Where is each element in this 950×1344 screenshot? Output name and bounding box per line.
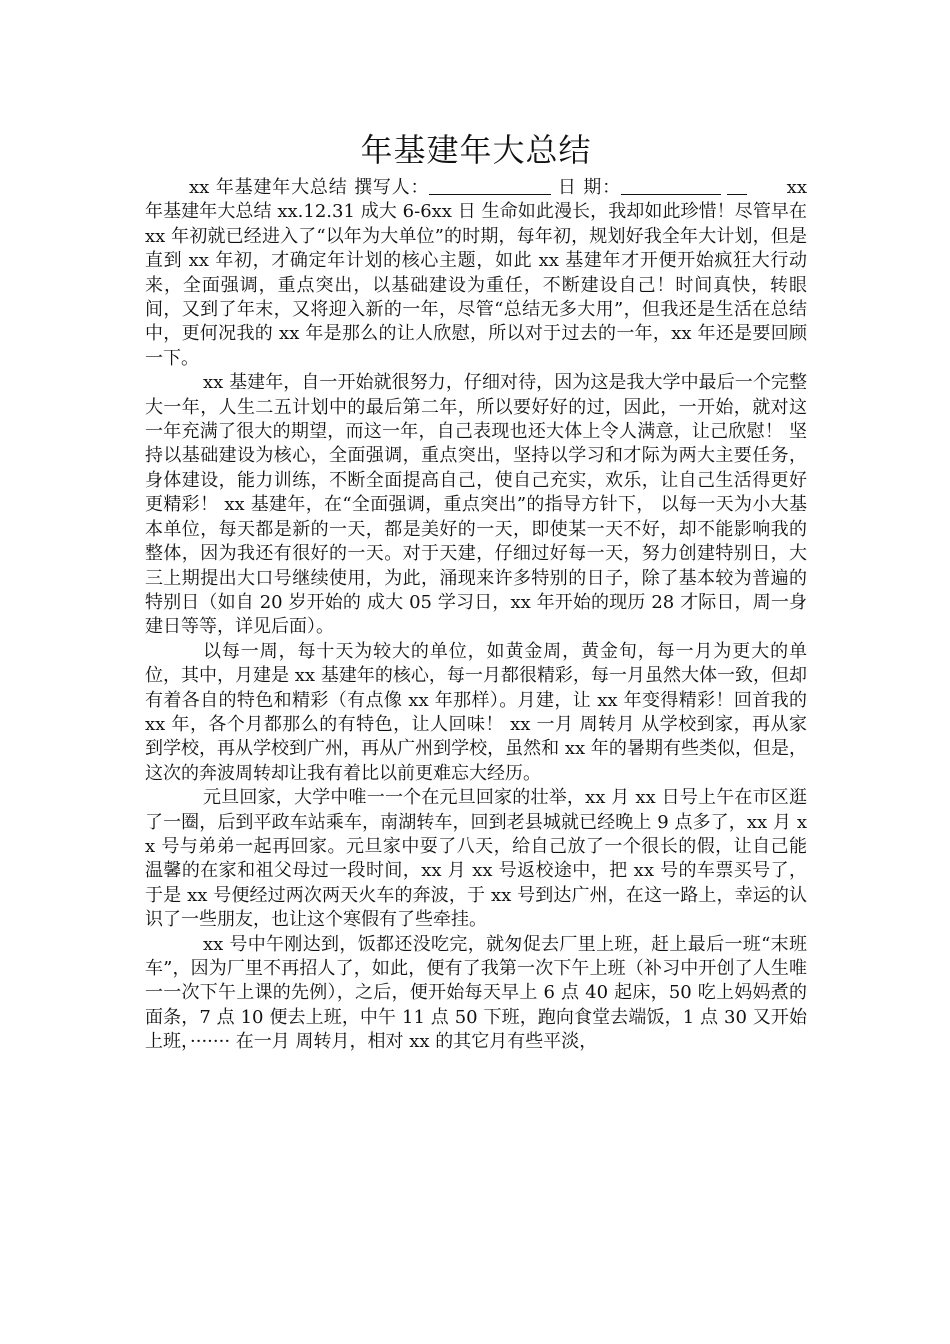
paragraph-2: xx 基建年，自一开始就很努力，仔细对待，因为这是我大学中最后一个完整大一年，人生二五计划中的最后第二年，所以要好好的过，因此，一开始，就对这一年充满了很大的期望，而这一年，自己表现也还大体上令人满意，让己欣慰！ 坚持以基础建设为核心，全面强调，重点突出，坚持以学习和才际为两大主要任务，身体建设，能力训练，不断全面提高自己，使自己充实，欢乐，让自己生活得更好更精彩！ xx 基建年，在“全面强调，重点突出”的指导方针下， 以每一天为小大基本单位，每天都是新的一天，都是美好的一天，即使某一天不好，却不能影响我的整体，因为我还有很好的一天。对于天建，仔细过好每一天，努力创建特别日，大三上期提出大口号继续使用，为此，涌现来许多特别的日子，除了基本较为普遍的特别日（如自 20 岁开始的 成大 05 学习日，xx 年开始的现历 28 才际日，周一身建日等等，详见后面）。 (145, 372, 807, 638)
paragraph-3: 以每一周，每十天为较大的单位，如黄金周，黄金旬，每一月为更大的单位，其中，月建是 xx 基建年的核心，每一月都很精彩，每一月虽然大体一致，但却有着各自的特色和精彩（有点像 xx 年那样）。月建，让 xx 年变得精彩！回首我的 xx 年，各个月都那么的有特色，让人回味！ xx 一月 周转月 从学校到家，再从家到学校，再从学校到广州，再从广州到学校，虽然和 xx 年的暑期有些类似，但是，这次的奔波周转却让我有着比以前更难忘大经历。 (145, 640, 807, 784)
meta-prefix: xx 年基建年大总结 撰写人： (189, 177, 430, 198)
date-blank-continued (727, 176, 747, 195)
paragraph-1: xx 年基建年大总结 xx.12.31 成大 6-6xx 日 生命如此漫长，我却如此珍惜！尽管早在 xx 年初就已经进入了“以年为大单位”的时期，每年初，规划好我全年大计划，但是直到 xx 年初，才确定年计划的核心主题，如此 xx 基建年才开便开始疯狂大行动来，全面强调，重点突出，以基础建设为重任，不断建设自己！时间真快，转眼间，又到了年末，又将迎入新的一年，尽管“总结无多大用”，但我还是生活在总结中，更何况我的 xx 年是那么的让人欣慰，所以对于过去的一年，xx 年还是要回顾一下。 (145, 177, 807, 369)
paragraph-4: 元旦回家，大学中唯一一个在元旦回家的壮举，xx 月 xx 日号上午在市区逛了一圈，后到平政车站乘车，南湖转车，回到老县城就已经晚上 9 点多了，xx 月 xx 号与弟弟一起再回家。元旦家中耍了八天，给自己放了一个很长的假，让自己能温馨的在家和祖父母过一段时间，xx 月 xx 号返校途中，把 xx 号的车票买号了，于是 xx 号便经过两次两天火车的奔波，于 xx 号到达广州，在这一路上，幸运的认识了一些朋友，也让这个寒假有了些牵挂。 (145, 787, 807, 931)
meta-date-label: 日 期： (551, 177, 621, 198)
document-meta (145, 176, 807, 371)
paragraph-5: xx 号中午刚达到，饭都还没吃完，就匆促去厂里上班，赶上最后一班“末班车”，因为厂里不再招人了，如此，便有了我第一次下午上班（补习中开创了人生唯一一次下午上课的先例），之后，便开始每天早上 6 点 40 起床，50 吃上妈妈煮的面条，7 点 10 便去上班，中午 11 点 50 下班，跑向食堂去端饭，1 点 30 又开始上班，······· 在一月 周转月，相对 xx 的其它月有些平淡， (145, 933, 807, 1053)
date-blank (621, 176, 721, 195)
document-title: 年基建年大总结 (360, 131, 592, 169)
author-blank (429, 176, 551, 195)
document-page (145, 128, 807, 1055)
